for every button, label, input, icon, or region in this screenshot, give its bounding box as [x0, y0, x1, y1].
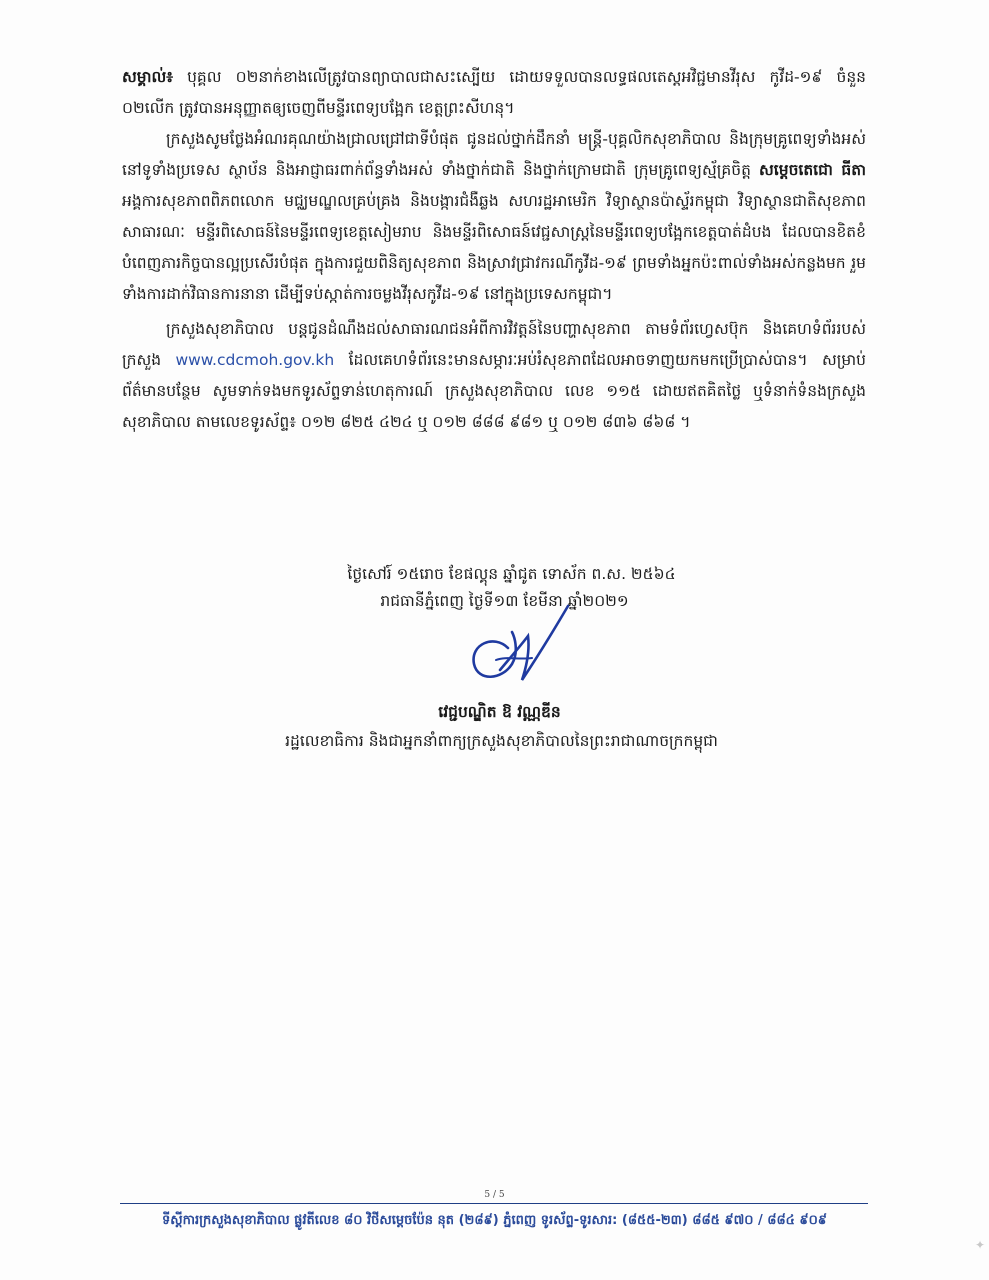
website-link[interactable]: www.cdcmoh.gov.kh	[175, 351, 335, 369]
thanks-bold-name: សម្តេចតេជោ ធីតា	[759, 161, 866, 179]
page-number: 5 / 5	[484, 1190, 505, 1200]
document-body	[122, 62, 866, 442]
note-paragraph	[122, 62, 866, 124]
footer-address: ទីស្តីការក្រសួងសុខាភិបាល ផ្លូវតីលេខ ៨០ វិថីសម្តេចប៉ែន នុត (២៨៩) ភ្នំពេញ ទូរស័ព្ទ-ទូរសារ: (៨៥៥-២៣) ៨៨៥ ៩៧០ / ៨៨៤ ៩០៩	[161, 1213, 828, 1228]
contact-paragraph	[122, 314, 866, 438]
contact-text-part1: ក្រសួងសុខាភិបាល បន្តជូនដំណឹងដល់សាធារណជនអំពីការវិវត្តន៍នៃបញ្ហាសុខភាព តាមទំព័រហ្វេសប៊ុក និងគេហទំព័ររបស់ក្រសួង	[122, 320, 866, 369]
note-text: បុគ្គល ០២នាក់ខាងលើត្រូវបានព្យាបាលជាសះស្បើយ ដោយទទួលបានលទ្ធផលតេស្តអវិជ្ជមានវីរុស កូវីដ-១៩ ចំនួន ០២លើក ត្រូវបានអនុញ្ញាតឲ្យចេញពីមន្ទីរពេទ្យបង្អែក ខេត្តព្រះសីហនុ។	[122, 68, 866, 117]
thanks-text-part1: ក្រសួងសូមថ្លែងអំណរគុណយ៉ាងជ្រាលជ្រៅជាទីបំផុត ជូនដល់ថ្នាក់ដឹកនាំ មន្ត្រី-បុគ្គលិកសុខាភិបាល និងក្រុមគ្រូពេទ្យទាំងអស់នៅទូទាំងប្រទេស ស្ថាប័ន និងអាជ្ញាធរពាក់ព័ន្ធទាំងអស់ ទាំងថ្នាក់ជាតិ និងថ្នាក់ក្រោមជាតិ ក្រុមគ្រូពេទ្យស្ម័គ្រចិត្ត	[122, 130, 866, 179]
date-solar: រាជធានីភ្នំពេញ ថ្ងៃទី១៣ ខែមីនា ឆ្នាំ២០២១	[380, 592, 629, 610]
date-lunar: ថ្ងៃសៅរ៍ ១៥រោច ខែផល្គុន ឆ្នាំជូត ទោស័ក ព.ស. ២៥៦៤	[347, 565, 676, 583]
thanks-text-part2: អង្គការសុខភាពពិភពលោក មជ្ឈមណ្ឌលគ្រប់គ្រង និងបង្ការជំងឺឆ្លង សហរដ្ឋអាមេរិក វិទ្យាស្ថានប៉ាស្ទ័រកម្ពុជា វិទ្យាស្ថានជាតិសុខភាពសាធារណៈ មន្ទីរពិសោធន៍នៃមន្ទីរពេទ្យខេត្តសៀមរាប និងមន្ទីរពិសោធន៍វេជ្ជសាស្ត្រនៃមន្ទីរពេទ្យបង្អែកខេត្តបាត់ដំបង ដែលបានខិតខំបំពេញភារកិច្ចបានល្អប្រសើរបំផុត ក្នុងការជួយពិនិត្យសុខភាព និងស្រាវជ្រាវករណីកូវីដ-១៩ ព្រមទាំងអ្នកប៉ះពាល់ទាំងអស់កន្លងមក រួមទាំងការដាក់វិធានការនានា ដើម្បីទប់ស្កាត់ការចម្លងវីរុសកូវីដ-១៩ នៅក្នុងប្រទេសកម្ពុជា។	[122, 192, 866, 303]
footer-divider	[120, 1203, 868, 1204]
note-label: សម្គាល់៖	[122, 68, 174, 86]
contact-text-part2: ដែលគេហទំព័រនេះមានសម្ភារៈអប់រំសុខភាពដែលអាចទាញយកមកប្រើប្រាស់បាន។ សម្រាប់ព័ត៌មានបន្ថែម សូមទាក់ទងមកទូរស័ព្ទទាន់ហេតុការណ៍ ក្រសួងសុខាភិបាល លេខ ១១៥ ដោយឥតគិតថ្លៃ ឬទំនាក់ទំនងក្រសួងសុខាភិបាល តាមលេខទូរស័ព្ទ៖ ០១២ ៨២៥ ៤២៤ ឬ ០១២ ៨៨៨ ៩៨១ ឬ ០១២ ៨៣៦ ៨៦៨ ។	[122, 351, 866, 431]
signature-image	[456, 600, 586, 690]
signer-title: រដ្ឋលេខាធិការ និងជាអ្នកនាំពាក្យក្រសួងសុខាភិបាលនៃព្រះរាជាណាចក្រកម្ពុជា	[285, 732, 718, 750]
thanks-paragraph	[122, 124, 866, 310]
corner-watermark: ✦	[974, 1238, 985, 1252]
signer-name: វេជ្ជបណ្ឌិត ឱ វណ្ណឌីន	[438, 703, 561, 721]
